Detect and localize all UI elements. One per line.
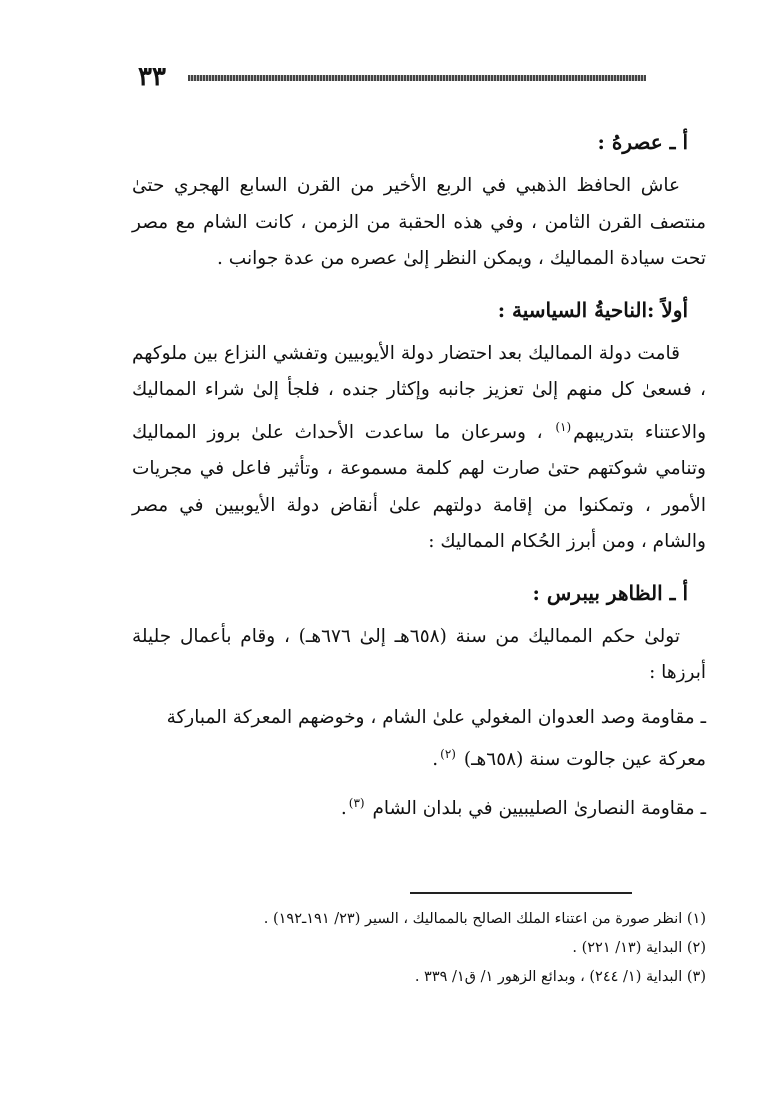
section-heading-siyasiya: أولاً :الناحيةُ السياسية : [497, 297, 688, 322]
paragraph-siyasiya-part1: قامت دولة المماليك بعد احتضار دولة الأيوبيين وتفشي النزاع بين ملوكهم ، فسعىٰ كل منهم إلىٰ تعزيز جانبه وإكثار جنده ، فلجأ إلىٰ شراء المماليك والاعتناء بتدريبهم [132, 342, 707, 443]
paragraph-baybars: تولىٰ حكم المماليك من سنة (٦٥٨هـ إلىٰ ٦٧٦هـ) ، وقام بأعمال جليلة أبرزها : [132, 625, 706, 684]
footnote-ref-3: (٣) [348, 795, 365, 810]
paragraph-siyasiya-part2: ، وسرعان ما ساعدت الأحداث علىٰ بروز المماليك وتنامي شوكتهم حتىٰ صارت لهم كلمة مسموعة ، وتأثير فاعل في مجريات الأمور ، وتمكنوا من إقامة دولتهم علىٰ أنقاض دولة الأيوبيين في مصر والشام ، ومن أبرز الحُكام المماليك : [132, 421, 706, 553]
section-heading-asr: أ ـ عصرهُ : [597, 130, 688, 154]
footnote-ref-2: (٢) [440, 747, 456, 762]
bullet-item-1 [132, 700, 706, 779]
bullet-item-1-text: ـ مقاومة وصد العدوان المغولي علىٰ الشام ، وخوضهم المعركة المباركة معركة عين جالوت سنة (٦٥٨هـ) [166, 706, 706, 771]
paragraph-siyasiya [132, 336, 706, 561]
footnotes [200, 905, 706, 992]
footnote-3: (٣) البداية (١/ ٢٤٤) ، وبدائع الزهور ١/ ق١/ ٣٣٩ . [414, 969, 706, 985]
footnote-separator [410, 892, 632, 894]
paragraph-asr: عاش الحافظ الذهبي في الربع الأخير من القرن السابع الهجري حتىٰ منتصف القرن الثامن ، وفي هذه الحقبة من الزمن ، كانت الشام مع مصر تحت سيادة المماليك ، ويمكن النظر إلىٰ عصره من عدة جوانب . [132, 175, 706, 269]
footnote-2: (٢) البداية (١٣/ ٢٢١) . [572, 940, 706, 956]
bullet-item-2-end: . [340, 797, 347, 819]
page-number: ٣٣ [138, 62, 166, 92]
bullet-item-2-text: ـ مقاومة النصارىٰ الصليبيين في بلدان الشام [372, 797, 706, 819]
section-heading-baybars: أ ـ الظاهر بيبرس : [532, 580, 688, 605]
main-text [132, 110, 706, 831]
footnote-ref-1: (١) [555, 419, 572, 434]
page-header [138, 62, 646, 92]
bullet-item-2 [132, 785, 706, 828]
bullet-item-1-end: . [432, 749, 439, 771]
footnote-1: (١) انظر صورة من اعتناء الملك الصالح بالمماليك ، السير (٢٣/ ١٩١ـ١٩٢) . [263, 911, 706, 927]
header-rule [188, 75, 646, 81]
